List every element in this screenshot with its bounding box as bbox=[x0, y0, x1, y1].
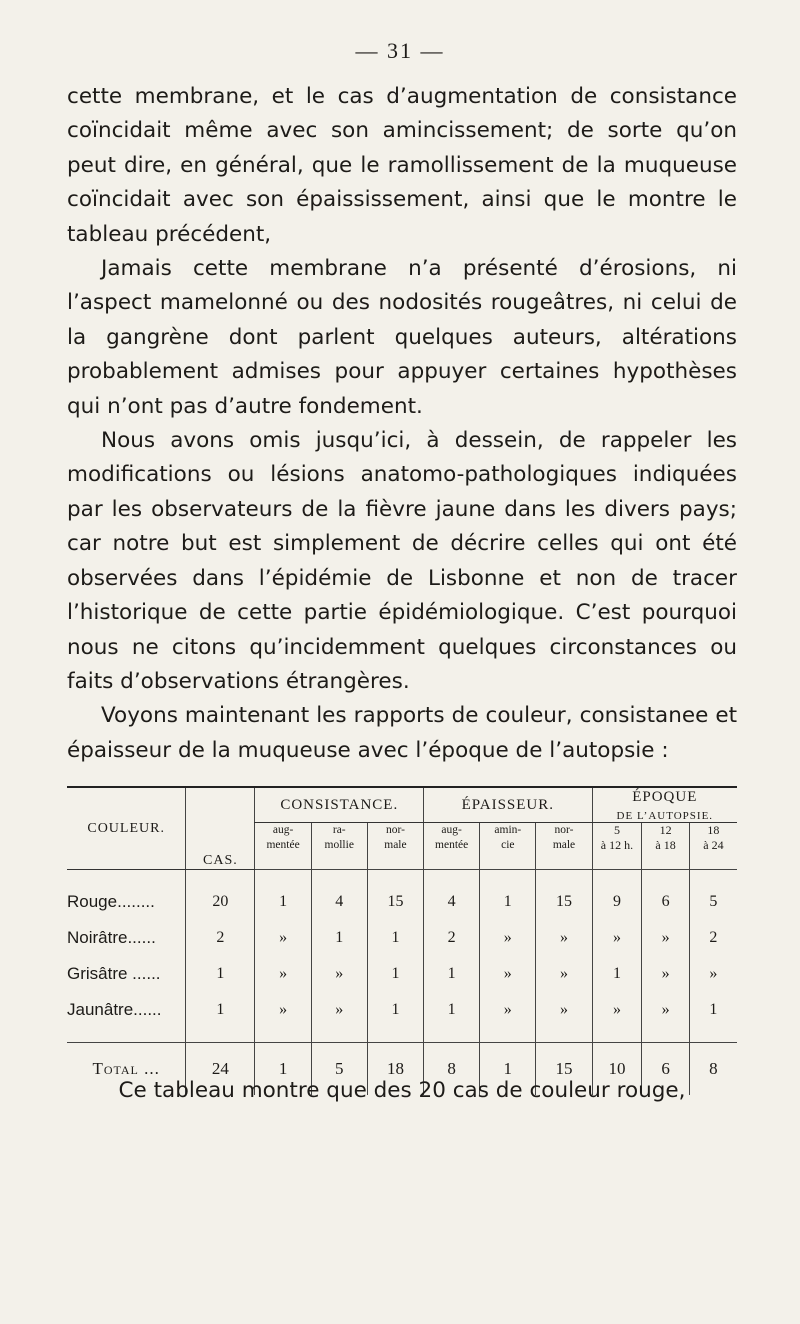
closing-line: Ce tableau montre que des 20 cas de couleur rouge, bbox=[118, 1078, 686, 1103]
paragraph-2: Jamais cette membrane n’a présenté d’érosions, ni l’aspect mamelonné ou des nodosités rougeâtres, ni celui de la gangrène dont parlent quelques auteurs, altérations probablement admises pour appuyer certaines hypothèses qui n’ont pas d’autre fondement. bbox=[67, 256, 737, 419]
table-cell: 1 bbox=[186, 956, 255, 992]
total-cell: 18 bbox=[367, 1043, 423, 1096]
table-cell: 1 bbox=[186, 992, 255, 1043]
total-cell: 8 bbox=[689, 1043, 737, 1096]
table-cell: 20 bbox=[186, 870, 255, 921]
table-cell: 1 bbox=[255, 870, 311, 921]
total-cell: 15 bbox=[536, 1043, 592, 1096]
table-cell: 2 bbox=[186, 920, 255, 956]
total-cell: 8 bbox=[424, 1043, 480, 1096]
table-cell: » bbox=[255, 956, 311, 992]
table-cell: 1 bbox=[367, 920, 423, 956]
paragraph-1: cette membrane, et le cas d’augmentation de consistance coïncidait même avec son amincissement; de sorte qu’on peut dire, en général, que le ramollissement de la muqueuse coïncidait avec son épaississement, ainsi que le montre le tableau précédent, bbox=[67, 84, 737, 247]
sub-epaisseur-amincie: amin- cie bbox=[480, 823, 536, 870]
paragraph-3: Nous avons omis jusqu’ici, à dessein, de rappeler les modifications ou lésions anatomo-pathologiques indiquées par les observateurs de la fièvre jaune dans les divers pays; car notre but est simplement de décrire celles qui ont été observées dans l’épidémie de Lisbonne et non de tracer l’historique de cette partie épidémiologique. C’est pourquoi nous ne citons qu’incidemment quelques circonstances ou faits d’observations étrangères. bbox=[67, 428, 737, 694]
table-cell: » bbox=[311, 956, 367, 992]
table-cell: » bbox=[480, 992, 536, 1043]
table-cell: » bbox=[480, 956, 536, 992]
table-cell: 9 bbox=[592, 870, 642, 921]
sub-epaisseur-normale: nor- male bbox=[536, 823, 592, 870]
sub-epoque-5-12: 5 à 12 h. bbox=[592, 823, 642, 870]
body-text bbox=[67, 80, 737, 768]
table-cell: 1 bbox=[424, 956, 480, 992]
sub-epoque-18-24: 18 à 24 bbox=[689, 823, 737, 870]
header-cas: CAS. bbox=[186, 787, 255, 870]
row-label: Rouge........ bbox=[67, 892, 155, 911]
table-cell: » bbox=[642, 956, 690, 992]
table-cell: 5 bbox=[689, 870, 737, 921]
table-cell: 15 bbox=[536, 870, 592, 921]
total-cell: 6 bbox=[642, 1043, 690, 1096]
header-consistance: CONSISTANCE. bbox=[255, 787, 424, 823]
sub-epaisseur-augmentee: aug- mentée bbox=[424, 823, 480, 870]
table-row bbox=[67, 956, 737, 992]
header-epoque-sub: DE L’AUTOPSIE. bbox=[616, 809, 714, 822]
total-label: Total ... bbox=[67, 1043, 186, 1096]
paragraph-4: Voyons maintenant les rapports de couleur, consistanee et épaisseur de la muqueuse avec l’époque de l’autopsie : bbox=[67, 703, 737, 763]
sub-consistance-augmentee: aug- mentée bbox=[255, 823, 311, 870]
table-header-row bbox=[67, 787, 737, 823]
table-cell: 6 bbox=[642, 870, 690, 921]
table-cell: 1 bbox=[689, 992, 737, 1043]
total-cell: 1 bbox=[255, 1043, 311, 1096]
total-cell: 24 bbox=[186, 1043, 255, 1096]
table-cell: 4 bbox=[311, 870, 367, 921]
table-cell: » bbox=[480, 920, 536, 956]
table-row bbox=[67, 992, 737, 1043]
page-number: — 31 — bbox=[355, 38, 445, 63]
autopsy-table bbox=[67, 786, 737, 1095]
table-cell: » bbox=[255, 920, 311, 956]
table-cell: » bbox=[536, 992, 592, 1043]
table-cell: 4 bbox=[424, 870, 480, 921]
sub-epoque-12-18: 12 à 18 bbox=[642, 823, 690, 870]
table-cell: » bbox=[642, 920, 690, 956]
header-epoque bbox=[592, 787, 737, 823]
total-cell: 5 bbox=[311, 1043, 367, 1096]
header-epaisseur: ÉPAISSEUR. bbox=[424, 787, 593, 823]
table-cell: 1 bbox=[311, 920, 367, 956]
table-cell: 1 bbox=[480, 870, 536, 921]
table-cell: » bbox=[689, 956, 737, 992]
table-cell: » bbox=[642, 992, 690, 1043]
table-cell: » bbox=[536, 956, 592, 992]
header-epoque-title: ÉPOQUE bbox=[632, 788, 698, 805]
row-label: Jaunâtre...... bbox=[67, 1000, 162, 1019]
table-cell: 1 bbox=[424, 992, 480, 1043]
table-cell: » bbox=[592, 992, 642, 1043]
table-row bbox=[67, 920, 737, 956]
sub-consistance-normale: nor- male bbox=[367, 823, 423, 870]
total-cell: 1 bbox=[480, 1043, 536, 1096]
table-cell: 15 bbox=[367, 870, 423, 921]
table-cell: » bbox=[255, 992, 311, 1043]
sub-consistance-ramollie: ra- mollie bbox=[311, 823, 367, 870]
row-label: Grisâtre ...... bbox=[67, 964, 161, 983]
row-label: Noirâtre...... bbox=[67, 928, 156, 947]
table-cell: 1 bbox=[367, 956, 423, 992]
table-cell: 1 bbox=[367, 992, 423, 1043]
table-cell: » bbox=[311, 992, 367, 1043]
table-cell: » bbox=[592, 920, 642, 956]
total-cell: 10 bbox=[592, 1043, 642, 1096]
table-cell: 1 bbox=[592, 956, 642, 992]
table-cell: 2 bbox=[424, 920, 480, 956]
table-cell: » bbox=[536, 920, 592, 956]
table-row bbox=[67, 870, 737, 921]
header-couleur: COULEUR. bbox=[67, 787, 186, 870]
table-cell: 2 bbox=[689, 920, 737, 956]
